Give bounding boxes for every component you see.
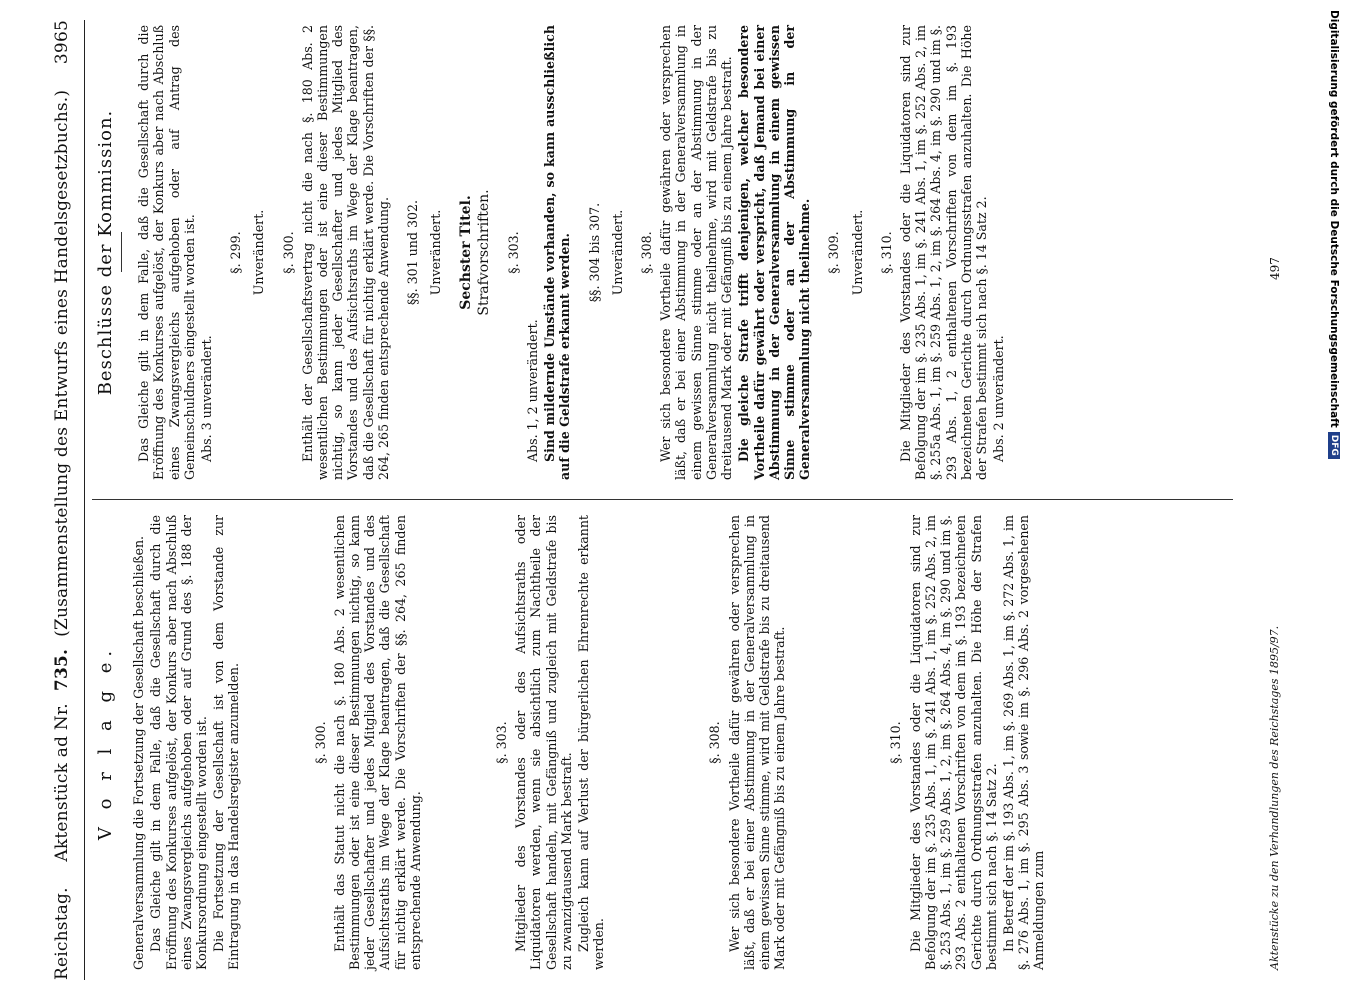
section-number: §§. 304 bis 307.	[586, 202, 602, 303]
paragraph: Die Fortsetzung der Gesellschaft ist von dem Vorstande zur Eintragung in das Handelsregister anzumelden.	[211, 515, 242, 970]
paragraph: Generalversammlung die Fortsetzung der Gesellschaft beschließen.	[131, 535, 147, 970]
paragraph: Die Mitglieder des Vorstandes oder die Liquidatoren sind zur Befolgung der im §. 235 Abs. 1, im §. 241 Abs. 1, im §. 252 Abs. 2, im §. 253 Abs. 1, im §. 259 Abs. 1, 2, im §. 264 Abs. 4, im §. 290 und im §. 293 Abs. 2 enthaltenen Vorschriften von dem im §. 193 bezeichneten Gerichte durch Ordnungsstrafen anzuhalten. Die Höhe der Strafen bestimmt sich nach §. 14 Satz 2.	[907, 515, 999, 970]
spacer	[789, 515, 844, 970]
signature-page-number: 497	[1268, 257, 1282, 280]
dfg-logo: DFG	[1328, 432, 1340, 459]
header-page-number: 3965	[52, 20, 72, 65]
paragraph-bold: Die gleiche Strafe trifft denjenigen, welcher besondere Vortheile dafür gewährt oder verspricht, daß Jemand bei einer Abstimmung in der Generalversammlung in einem gewissen Sinne stimme oder an der Abstimmung in der Generalversammlung nicht theilnehme.	[736, 25, 813, 480]
column-heading-kommission: Beschlüsse der Kommission.	[95, 109, 116, 396]
section-number: §. 300.	[312, 721, 328, 764]
paragraph: Mitglieder des Vorstandes oder des Aufsichtsraths oder Liquidatoren werden, wenn sie absichtlich zum Nachtheile der Gesellschaft handeln, mit Gefängniß und zugleich mit Geldstrafe bis zu zwanzigtausend Mark bestraft.	[513, 515, 574, 970]
header-center-prefix: Aktenstück ad Nr.	[52, 703, 72, 862]
paragraph: Das Gleiche gilt in dem Falle, daß die Gesellschaft durch die Eröffnung des Konkurses aufgelöst, der Konkurs aber nach Abschluß eines Zwangsvergleichs aufgehoben oder auf Grund des §. 188 der Konkursordnung eingestellt worden ist.	[148, 515, 210, 970]
section-number: §. 308.	[639, 231, 655, 274]
section-number: §. 300.	[280, 231, 296, 274]
title-heading: Sechster Titel.	[458, 195, 475, 310]
unchanged-note: Unverändert.	[428, 209, 444, 296]
section-number: §. 303.	[505, 231, 521, 274]
paragraph: Wer sich besondere Vortheile dafür gewähren oder versprechen läßt, daß er bei einer Abstimmung in der Generalversammlung in einem gewissen Sinne stimme oder an der Abstimmung in der Generalversammlung nicht theilnehme, wird mit Geldstrafe bis zu dreitausend Mark oder mit Gefängniß bis zu einem Jahre bestraft.	[658, 25, 735, 480]
spacer	[608, 515, 663, 970]
paragraph: Wer sich besondere Vortheile dafür gewähren oder versprechen läßt, daß er bei einer Abstimmung in der Generalversammlung in einem gewissen Sinne stimme, wird mit Geldstrafe bis zu dreitausend Mark oder mit Gefängniß bis zu einem Jahre bestraft.	[726, 515, 788, 970]
spacer	[244, 515, 299, 970]
section-number: §. 310.	[878, 231, 894, 274]
digitization-note	[1328, 10, 1340, 459]
paragraph: Zugleich kann auf Verlust der bürgerlichen Ehrenrechte erkannt werden.	[576, 515, 607, 970]
paragraph: Enthält der Gesellschaftsvertrag nicht die nach §. 180 Abs. 2 wesentlichen Bestimmungen oder ist eine dieser Bestimmungen nichtig, so kann jeder Gesellschafter und jedes Mitglied des Vorstandes und des Aufsichtsraths im Wege der Klage beantragen, daß die Gesellschaft für nichtig erklärt werde. Die Vorschriften der §§. 264, 265 finden entsprechende Anwendung.	[299, 25, 391, 480]
column-heading-vorlage: V o r l a g e.	[95, 644, 116, 841]
header-center-number: 735.	[52, 648, 72, 692]
paragraph: Enthält das Statut nicht die nach §. 180 Abs. 2 wesentlichen Bestimmungen oder ist eine dieser Bestimmungen nichtig, so kann jeder Gesellschafter und jedes Mitglied des Vorstandes und des Aufsichtsraths im Wege der Klage beantragen, daß die Gesellschaft für nichtig erklärt werde. Die Vorschriften der §§. 264, 265 finden entsprechende Anwendung.	[331, 515, 423, 970]
paragraph: Abs. 1, 2 unverändert.	[525, 319, 541, 462]
section-number: §§. 301 und 302.	[405, 200, 421, 305]
header-left: Reichstag.	[52, 887, 72, 980]
footnote: Aktenstücke zu den Verhandlungen des Reichstages 1895/97.	[1268, 625, 1281, 970]
spacer	[663, 515, 693, 970]
digitization-text: Digitalisierung gefördert durch die Deutsche Forschungsgemeinschaft	[1328, 10, 1340, 428]
paragraph: Das Gleiche gilt in dem Falle, daß die Gesellschaft durch die Eröffnung des Konkurses aufgelöst, der Konkurs aber nach Abschluß eines Zwangsvergleichs aufgehoben oder auf Antrag des Gemeinschuldners eingestellt worden ist.	[136, 25, 197, 480]
unchanged-note: Unverändert.	[849, 209, 865, 296]
header-center-suffix: (Zusammenstellung des Entwurfs eines Handelsgesetzbuchs.)	[52, 89, 72, 637]
running-head	[52, 20, 82, 980]
section-number: §. 303.	[494, 721, 510, 764]
spacer	[425, 515, 480, 970]
paragraph: In Betreff der im §. 193 Abs. 1, im §. 269 Abs. 1, im §. 272 Abs. 1, im §. 276 Abs. 1, im §. 295 Abs. 3 sowie im §. 296 Abs. 2 vorgesehenen Anmeldungen zum	[1000, 515, 1047, 970]
paragraph: Abs. 2 unverändert.	[991, 335, 1007, 462]
paragraph: Die Mitglieder des Vorstandes oder die Liquidatoren sind zur Befolgung der im §. 235 Abs. 1, im §. 241 Abs. 1, im §. 252 Abs. 2, im §. 255a Abs. 1, im §. 259 Abs. 1, 2, im §. 264 Abs. 4, im §. 290 und im §. 293 Abs. 1, 2 enthaltenen Vorschriften von dem im §. 193 bezeichneten Gerichte durch Ordnungsstrafen anzuhalten. Die Höhe der Strafen bestimmt sich nach §. 14 Satz 2.	[897, 25, 989, 480]
spacer	[844, 515, 874, 970]
paragraph-bold: Sind mildernde Umstände vorhanden, so kann ausschließlich auf die Geldstrafe erkannt werden.	[542, 25, 573, 480]
section-number: §. 309.	[826, 231, 842, 274]
header-rule	[84, 20, 85, 980]
header-center	[52, 90, 72, 862]
section-number: §. 308.	[707, 721, 723, 764]
title-subheading: Strafvorschriften.	[475, 189, 492, 316]
unchanged-note: Unverändert.	[251, 209, 267, 296]
column-vorlage	[92, 515, 1049, 970]
paragraph: Abs. 3 unverändert.	[199, 335, 215, 462]
section-number: §. 299.	[228, 231, 244, 274]
column-kommission	[92, 25, 1008, 480]
section-number: §. 310.	[888, 721, 904, 764]
unchanged-note: Unverändert.	[609, 209, 625, 296]
heading-rule	[121, 233, 122, 273]
column-divider	[92, 499, 1233, 500]
